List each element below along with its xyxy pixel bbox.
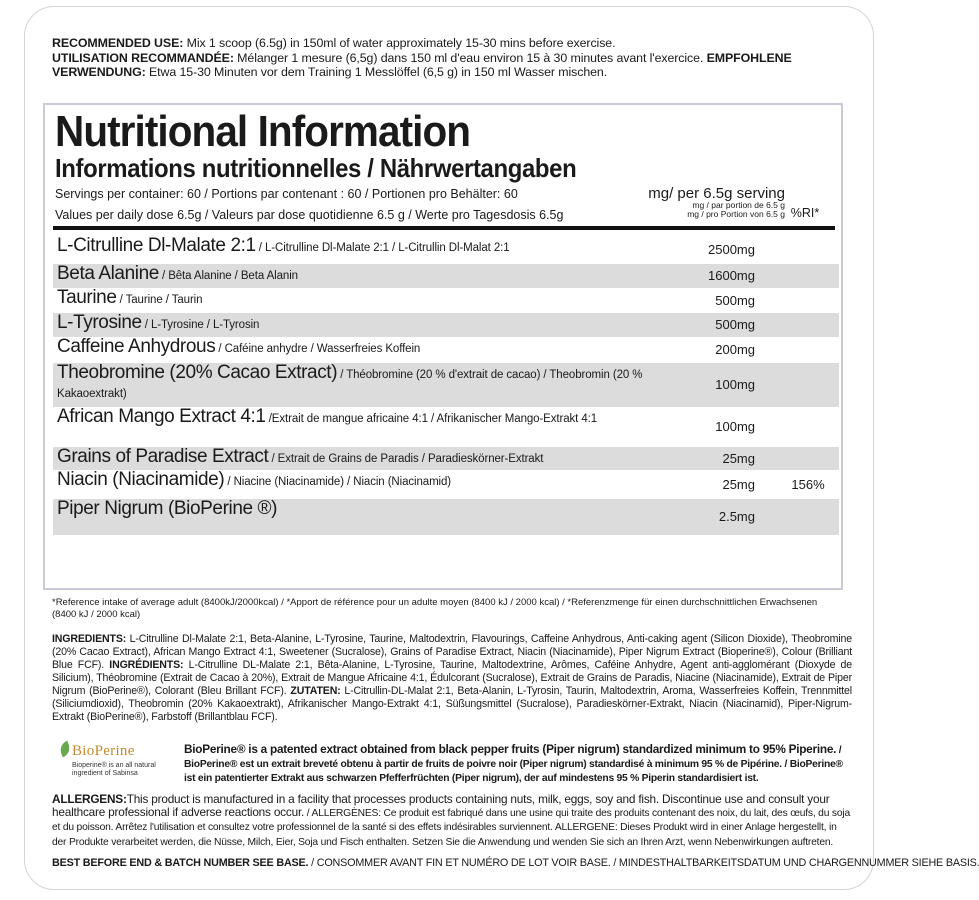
best-before: BEST BEFORE END & BATCH NUMBER SEE BASE. / CONSOMMER AVANT FIN ET NUMÉRO DE LOT VOIR BASE. / MINDESTHALTBARKEITSDATUM UND CHARGENNUMMER SIEHE BASIS. (52, 857, 979, 869)
bioperine-tagline: Bioperine® is an all natural ingredient of Sabinsa (72, 762, 156, 777)
nutrient-amount: 1600mg (708, 268, 755, 283)
nutrition-panel (43, 103, 843, 590)
usage-line-fr: UTILISATION RECOMMANDÉE: Mélanger 1 mesure (6,5g) dans 150 ml d'eau environ 15 à 30 minutes avant l'exercice. EMPFOHLENE (52, 50, 792, 65)
leaf-icon (58, 741, 72, 758)
nutrient-row (53, 499, 839, 535)
nutrient-name: Piper Nigrum (BioPerine ®) (57, 498, 278, 519)
nutrient-row (53, 407, 839, 447)
usage-line-de: VERWENDUNG: Etwa 15-30 Minuten vor dem Training 1 Messlöffel (6,5 g) in 150 ml Wasser mischen. (52, 65, 608, 79)
nutrient-row (53, 363, 839, 407)
serving-size-header: mg/ per 6.5g serving (648, 185, 785, 202)
nutrient-row (53, 313, 839, 337)
nutrient-amount: 100mg (715, 419, 755, 434)
ingredients: INGREDIENTS: L-Citrulline Dl-Malate 2:1, Beta-Alanine, L-Tyrosine, Taurine, Maltodextrin, Flavourings, Caffeine Anhydrous, Anti-caking agent (Silicon Dioxide), Theobromine (20% Cacao Extract), African Mango Extract 4:1, Sweetener (Sucralose), Grains of Paradise Extract, Niacin (Niacinamide), Piper Nigrum Extract (Bioperine®), Colour (Brilliant Blue FCF). INGRÉDIENTS: L-Citrulline DL-Malate 2:1, Bêta-Alanine, L-Tyrosine, Taurine, Maltodextrine, Arômes, Caféine Anhydre, Agent anti-agglomérant (Dioxyde de Silicium), Théobromine (Extrait de Cacao à 20%), Extrait de Mangue Africaine 4:1, Édulcorant (Sucralose), Extrait de Grains de Paradis, Niacine (Niacinamide), Extrait de Piper Nigrum (BioPerine®), Colorant (Bleu Brillant FCF). ZUTATEN: L-Citrullin-DL-Malat 2:1, Beta-Alanin, L-Tyrosin, Taurin, Maltodextrin, Aroma, Wasserfreies Koffein, Trennmittel (Siliciumdioxid), Theobromin (20% Kakaoextrakt), Afrikanischer Mango-Extrakt 4:1, Süßungsmittel (Sucralose), Paradieskörner-Extrakt, Niacin (Niacinamid), Piper-Nigrum-Extrakt (BioPerine®), Farbstoff (Brillantblau FCF). (52, 633, 853, 723)
nutrient-amount: 2.5mg (718, 509, 755, 524)
bioperine-statement: BioPerine® is a patented extract obtained from black pepper fruits (Piper nigrum) standardized minimum to 95% Piperine. / BioPerine® est un extrait breveté obtenu à partir de fruits de poivre noir (Piper nigrum) standardisé à minimum 95 % de Pipérine. / BioPerine® ist ein patentierter Extrakt aus schwarzen Pfefferfrüchten (Piper nigrum), der auf mindestens 95 % Piperin standardisiert ist. (184, 742, 843, 784)
nutrient-amount: 25mg (722, 477, 755, 492)
nutrient-amount: 500mg (715, 317, 755, 332)
nutrient-amount: 25mg (722, 451, 755, 466)
reference-intake-footnote: *Reference intake of average adult (8400kJ/2000kcal) / *Apport de référence pour un adulte moyen (8400 kJ / 2000 kcal) / *Referenzmenge für einen durchschnittlichen Erwachsenen (8400 kJ / 2000 kcal) (52, 597, 818, 620)
nutrient-name: L-Citrulline Dl-Malate 2:1 / L-Citrulline Dl-Malate 2:1 / L-Citrullin Dl-Malat 2:1 (57, 235, 510, 256)
nutrient-row (53, 337, 839, 363)
values-per-dose: Values per daily dose 6.5g / Valeurs par dose quotidienne 6.5 g / Werte pro Tagesdosis 6.5g (55, 208, 564, 222)
recommended-use (52, 36, 852, 80)
nutrient-amount: 100mg (715, 377, 755, 392)
nutrient-row (53, 236, 839, 264)
nutrient-amount: 200mg (715, 342, 755, 357)
bioperine-logo: BioPerine Bioperine® is an all natural ingredient of Sabinsa (60, 742, 178, 778)
ri-header: %RI* (790, 206, 820, 220)
nutrient-name: Beta Alanine / Bêta Alanine / Beta Alanin (57, 263, 298, 284)
nutrient-name: Caffeine Anhydrous / Caféine anhydre / Wasserfreies Koffein (57, 336, 421, 357)
usage-line-en: RECOMMENDED USE: Mix 1 scoop (6.5g) in 150ml of water approximately 15-30 mins before exercise. (52, 36, 616, 50)
nutrient-amount: 2500mg (708, 242, 755, 257)
nutrient-ri: 156% (791, 477, 825, 492)
panel-subtitle: Informations nutritionnelles / Nährwertangaben (55, 153, 577, 183)
serving-size-translations: mg / par portion de 6.5 g mg / pro Portion von 6.5 g (687, 200, 785, 219)
header-divider (53, 226, 835, 230)
nutrient-name: Niacin (Niacinamide) / Niacine (Niacinamide) / Niacin (Niacinamid) (57, 469, 452, 490)
nutrient-name: Theobromine (20% Cacao Extract) / Théobromine (20 % d'extrait de cacao) / Theobromin (20 % Kakaoextrakt) (57, 362, 643, 400)
nutrient-row (53, 288, 839, 313)
nutrient-row (53, 470, 839, 499)
nutrient-name: L-Tyrosine / L-Tyrosine / L-Tyrosin (57, 312, 260, 333)
nutrient-row (53, 447, 839, 470)
nutrient-rows (53, 236, 839, 535)
nutrient-amount: 500mg (715, 293, 755, 308)
servings-per-container: Servings per container: 60 / Portions par contenant : 60 / Portionen pro Behälter: 60 (55, 187, 518, 201)
allergens: ALLERGENS:This product is manufactured in a facility that processes products containing nuts, milk, eggs, soy and fish. Discontinue use and consult your healthcare professional if adverse reactions occur. / ALLERGÈNES: Ce produit est fabriqué dans une usine qui traite des produits contenant des noix, du lait, des œufs, du soja et du poisson. Arrêtez l'utilisation et consultez votre professionnel de la santé si des effets indésirables surviennent. ALLERGENE: Dieses Produkt wird in einer Anlage hergestellt, in der Produkte verarbeitet werden, die Nüsse, Milch, Eier, Soja und Fisch enthalten. Setzen Sie die Anwendung und wenden Sie sich an Ihren Arzt, wenn Nebenwirkungen auftreten. (52, 792, 850, 848)
panel-title: Nutritional Information (55, 107, 471, 156)
nutrient-row (53, 264, 839, 288)
nutrient-name: African Mango Extract 4:1 /Extrait de mangue africaine 4:1 / Afrikanischer Mango-Extrakt 4:1 (57, 406, 598, 427)
nutrient-name: Grains of Paradise Extract / Extrait de Grains de Paradis / Paradieskörner-Extrakt (57, 446, 544, 467)
nutrient-name: Taurine / Taurine / Taurin (57, 287, 203, 308)
